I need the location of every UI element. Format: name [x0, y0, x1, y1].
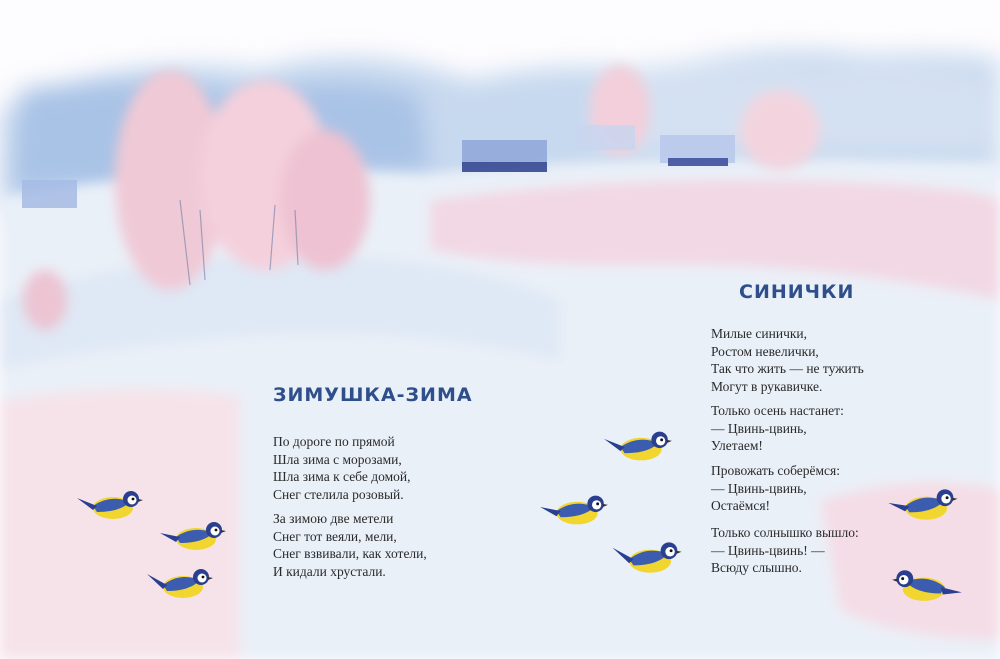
blue-tit-bird-illustration [75, 484, 145, 524]
poem-line: Всюду слышно. [711, 560, 802, 575]
blue-tit-bird-illustration [890, 562, 964, 608]
poem-line: Снег стелила розовый. [273, 486, 404, 502]
poem-line: — Цвинь-цвинь, [711, 480, 807, 496]
poem-line: Шла зима к себе домой, [273, 469, 411, 484]
poem-line: По дороге по прямой [273, 434, 395, 449]
poem-stanza [273, 510, 427, 580]
poem-line: Шла зима с морозами, [273, 451, 402, 467]
blue-tit-bird-illustration [602, 424, 674, 466]
poem-stanza [711, 524, 859, 577]
poem-line: Ростом невелички, [711, 343, 819, 359]
poem-line: Снег тот веяли, мели, [273, 528, 397, 544]
poem-line: Только солнышко вышло: [711, 525, 859, 540]
poem-title-sinichki: СИНИЧКИ [739, 281, 855, 303]
blue-tit-bird-illustration [145, 562, 215, 604]
poem-line: За зимою две метели [273, 511, 394, 526]
poem-line: Остаёмся! [711, 498, 771, 513]
blue-tit-bird-illustration [538, 488, 610, 530]
poem-line: Так что жить — не тужить [711, 361, 864, 376]
poem-line: Милые синички, [711, 326, 808, 341]
poem-stanza [711, 402, 844, 455]
poem-title-zimushka: ЗИМУШКА-ЗИМА [273, 384, 473, 406]
poem-line: Улетаем! [711, 438, 763, 453]
poem-stanza [711, 462, 840, 515]
blue-tit-bird-illustration [886, 482, 960, 526]
poem-stanza [273, 433, 411, 503]
poem-line: Могут в рукавичке. [711, 378, 823, 394]
poem-line: Провожать соберёмся: [711, 463, 841, 478]
poem-line: И кидали хрустали. [273, 563, 386, 579]
blue-tit-bird-illustration [610, 535, 684, 579]
poem-line: — Цвинь-цвинь, [711, 420, 807, 436]
poem-line: Снег взвивали, как хотели, [273, 546, 427, 561]
poem-line: — Цвинь-цвинь! — [711, 542, 825, 558]
poem-stanza [711, 325, 864, 395]
blue-tit-bird-illustration [158, 515, 228, 555]
poem-line: Только осень настанет: [711, 403, 844, 418]
